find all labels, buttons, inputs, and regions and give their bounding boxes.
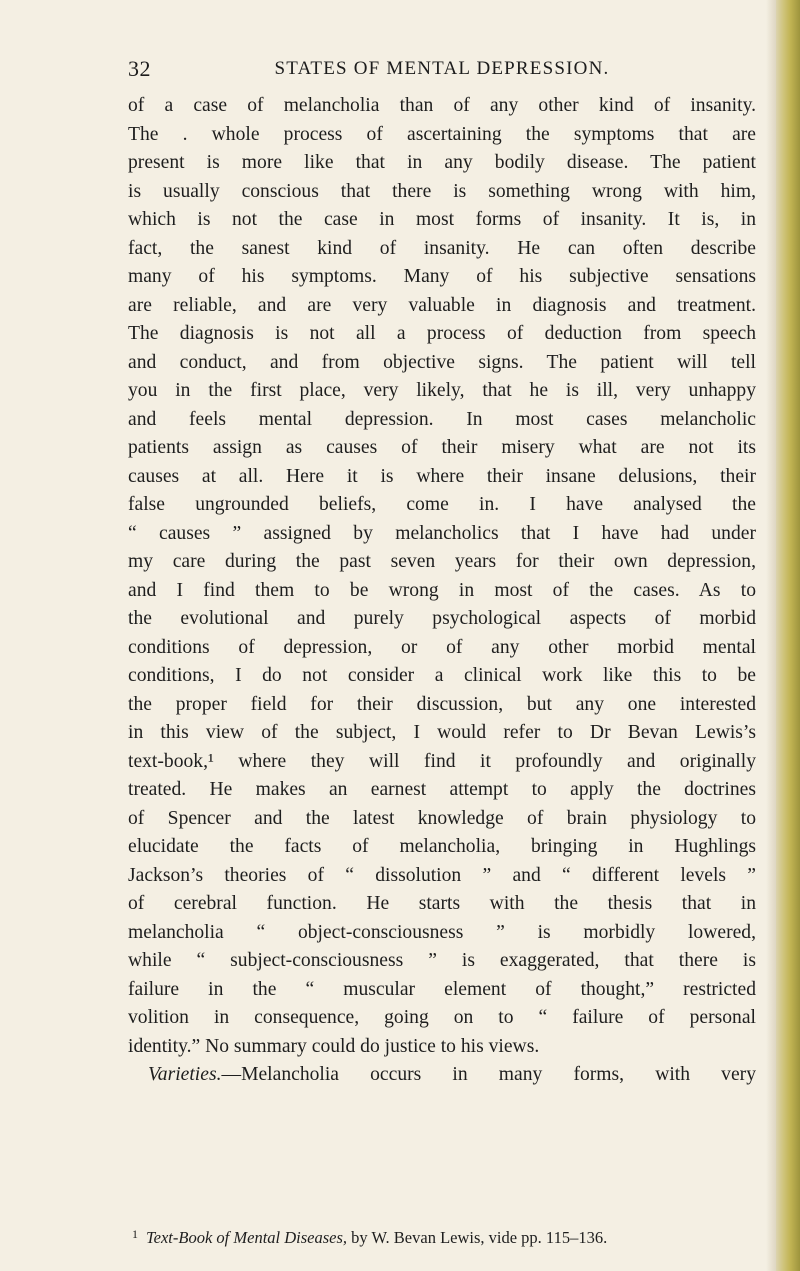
text-line: “ causes ” assigned by melancholics that I have had under bbox=[128, 522, 756, 544]
text-line: Jackson’s theories of “ dissolution ” and “ different levels ” bbox=[128, 864, 756, 886]
page-header bbox=[128, 56, 756, 86]
text-line: and I find them to be wrong in most of the cases. As to bbox=[128, 579, 756, 601]
text-line: in this view of the subject, I would refer to Dr Bevan Lewis’s bbox=[128, 722, 756, 743]
page-edge bbox=[776, 0, 800, 1271]
text-line: The diagnosis is not all a process of deduction from speech bbox=[128, 323, 756, 344]
text-line: identity.” No summary could do justice to his views. bbox=[128, 1035, 540, 1057]
footnote-marker: 1 bbox=[132, 1227, 138, 1241]
text-line: conditions, I do not consider a clinical work like this to be bbox=[128, 665, 756, 686]
text-line: present is more like that in any bodily disease. The patient bbox=[128, 152, 756, 173]
text-line: which is not the case in most forms of insanity. It is, in bbox=[128, 209, 756, 230]
body-text bbox=[128, 92, 756, 1090]
text-line: the proper field for their discussion, but any one interested bbox=[128, 693, 756, 715]
text-line: and feels mental depression. In most cases melancholic bbox=[128, 408, 756, 430]
text-line: many of his symptoms. Many of his subjective sensations bbox=[128, 266, 756, 287]
running-title: STATES OF MENTAL DEPRESSION. bbox=[274, 58, 610, 79]
page-number: 32 bbox=[128, 56, 151, 81]
text-line: my care during the past seven years for their own depression, bbox=[128, 551, 756, 572]
text-line: melancholia “ object-consciousness ” is morbidly lowered, bbox=[128, 921, 756, 943]
text-line: while “ subject-consciousness ” is exaggerated, that there is bbox=[128, 950, 756, 971]
text-line: The . whole process of ascertaining the symptoms that are bbox=[128, 123, 756, 145]
text-line: are reliable, and are very valuable in diagnosis and treatment. bbox=[128, 294, 756, 316]
text-line: the evolutional and purely psychological aspects of morbid bbox=[128, 608, 756, 629]
text-line: text-book,¹ where they will find it profoundly and originally bbox=[128, 750, 756, 772]
text-line: fact, the sanest kind of insanity. He can often describe bbox=[128, 237, 756, 259]
footnote bbox=[132, 1222, 752, 1250]
text-line: is usually conscious that there is something wrong with him, bbox=[128, 180, 756, 202]
text-line: elucidate the facts of melancholia, bringing in Hughlings bbox=[128, 836, 756, 857]
footnote-text: by W. Bevan Lewis, vide pp. 115–136. bbox=[347, 1228, 608, 1247]
text-line: false ungrounded beliefs, come in. I have analysed the bbox=[128, 494, 756, 515]
text-line: volition in consequence, going on to “ failure of personal bbox=[128, 1007, 756, 1028]
text-line: conditions of depression, or of any other morbid mental bbox=[128, 636, 756, 658]
text-line: of a case of melancholia than of any other kind of insanity. bbox=[128, 95, 756, 116]
text-line: causes at all. Here it is where their insane delusions, their bbox=[128, 465, 756, 487]
varieties-line bbox=[128, 1061, 756, 1090]
varieties-text: —Melancholia occurs in many forms, with very bbox=[221, 1064, 756, 1085]
text-line: treated. He makes an earnest attempt to apply the doctrines bbox=[128, 779, 756, 800]
text-line: failure in the “ muscular element of thought,” restricted bbox=[128, 978, 756, 1000]
text-line: and conduct, and from objective signs. The patient will tell bbox=[128, 351, 756, 373]
footnote-book-title: Text-Book of Mental Diseases, bbox=[146, 1228, 348, 1247]
varieties-heading: Varieties. bbox=[148, 1064, 222, 1085]
text-line: of cerebral function. He starts with the thesis that in bbox=[128, 893, 756, 914]
text-line: patients assign as causes of their misery what are not its bbox=[128, 437, 756, 458]
text-line: you in the first place, very likely, that he is ill, very unhappy bbox=[128, 380, 756, 401]
text-line: of Spencer and the latest knowledge of brain physiology to bbox=[128, 807, 756, 829]
page-gutter-shadow bbox=[766, 0, 776, 1271]
